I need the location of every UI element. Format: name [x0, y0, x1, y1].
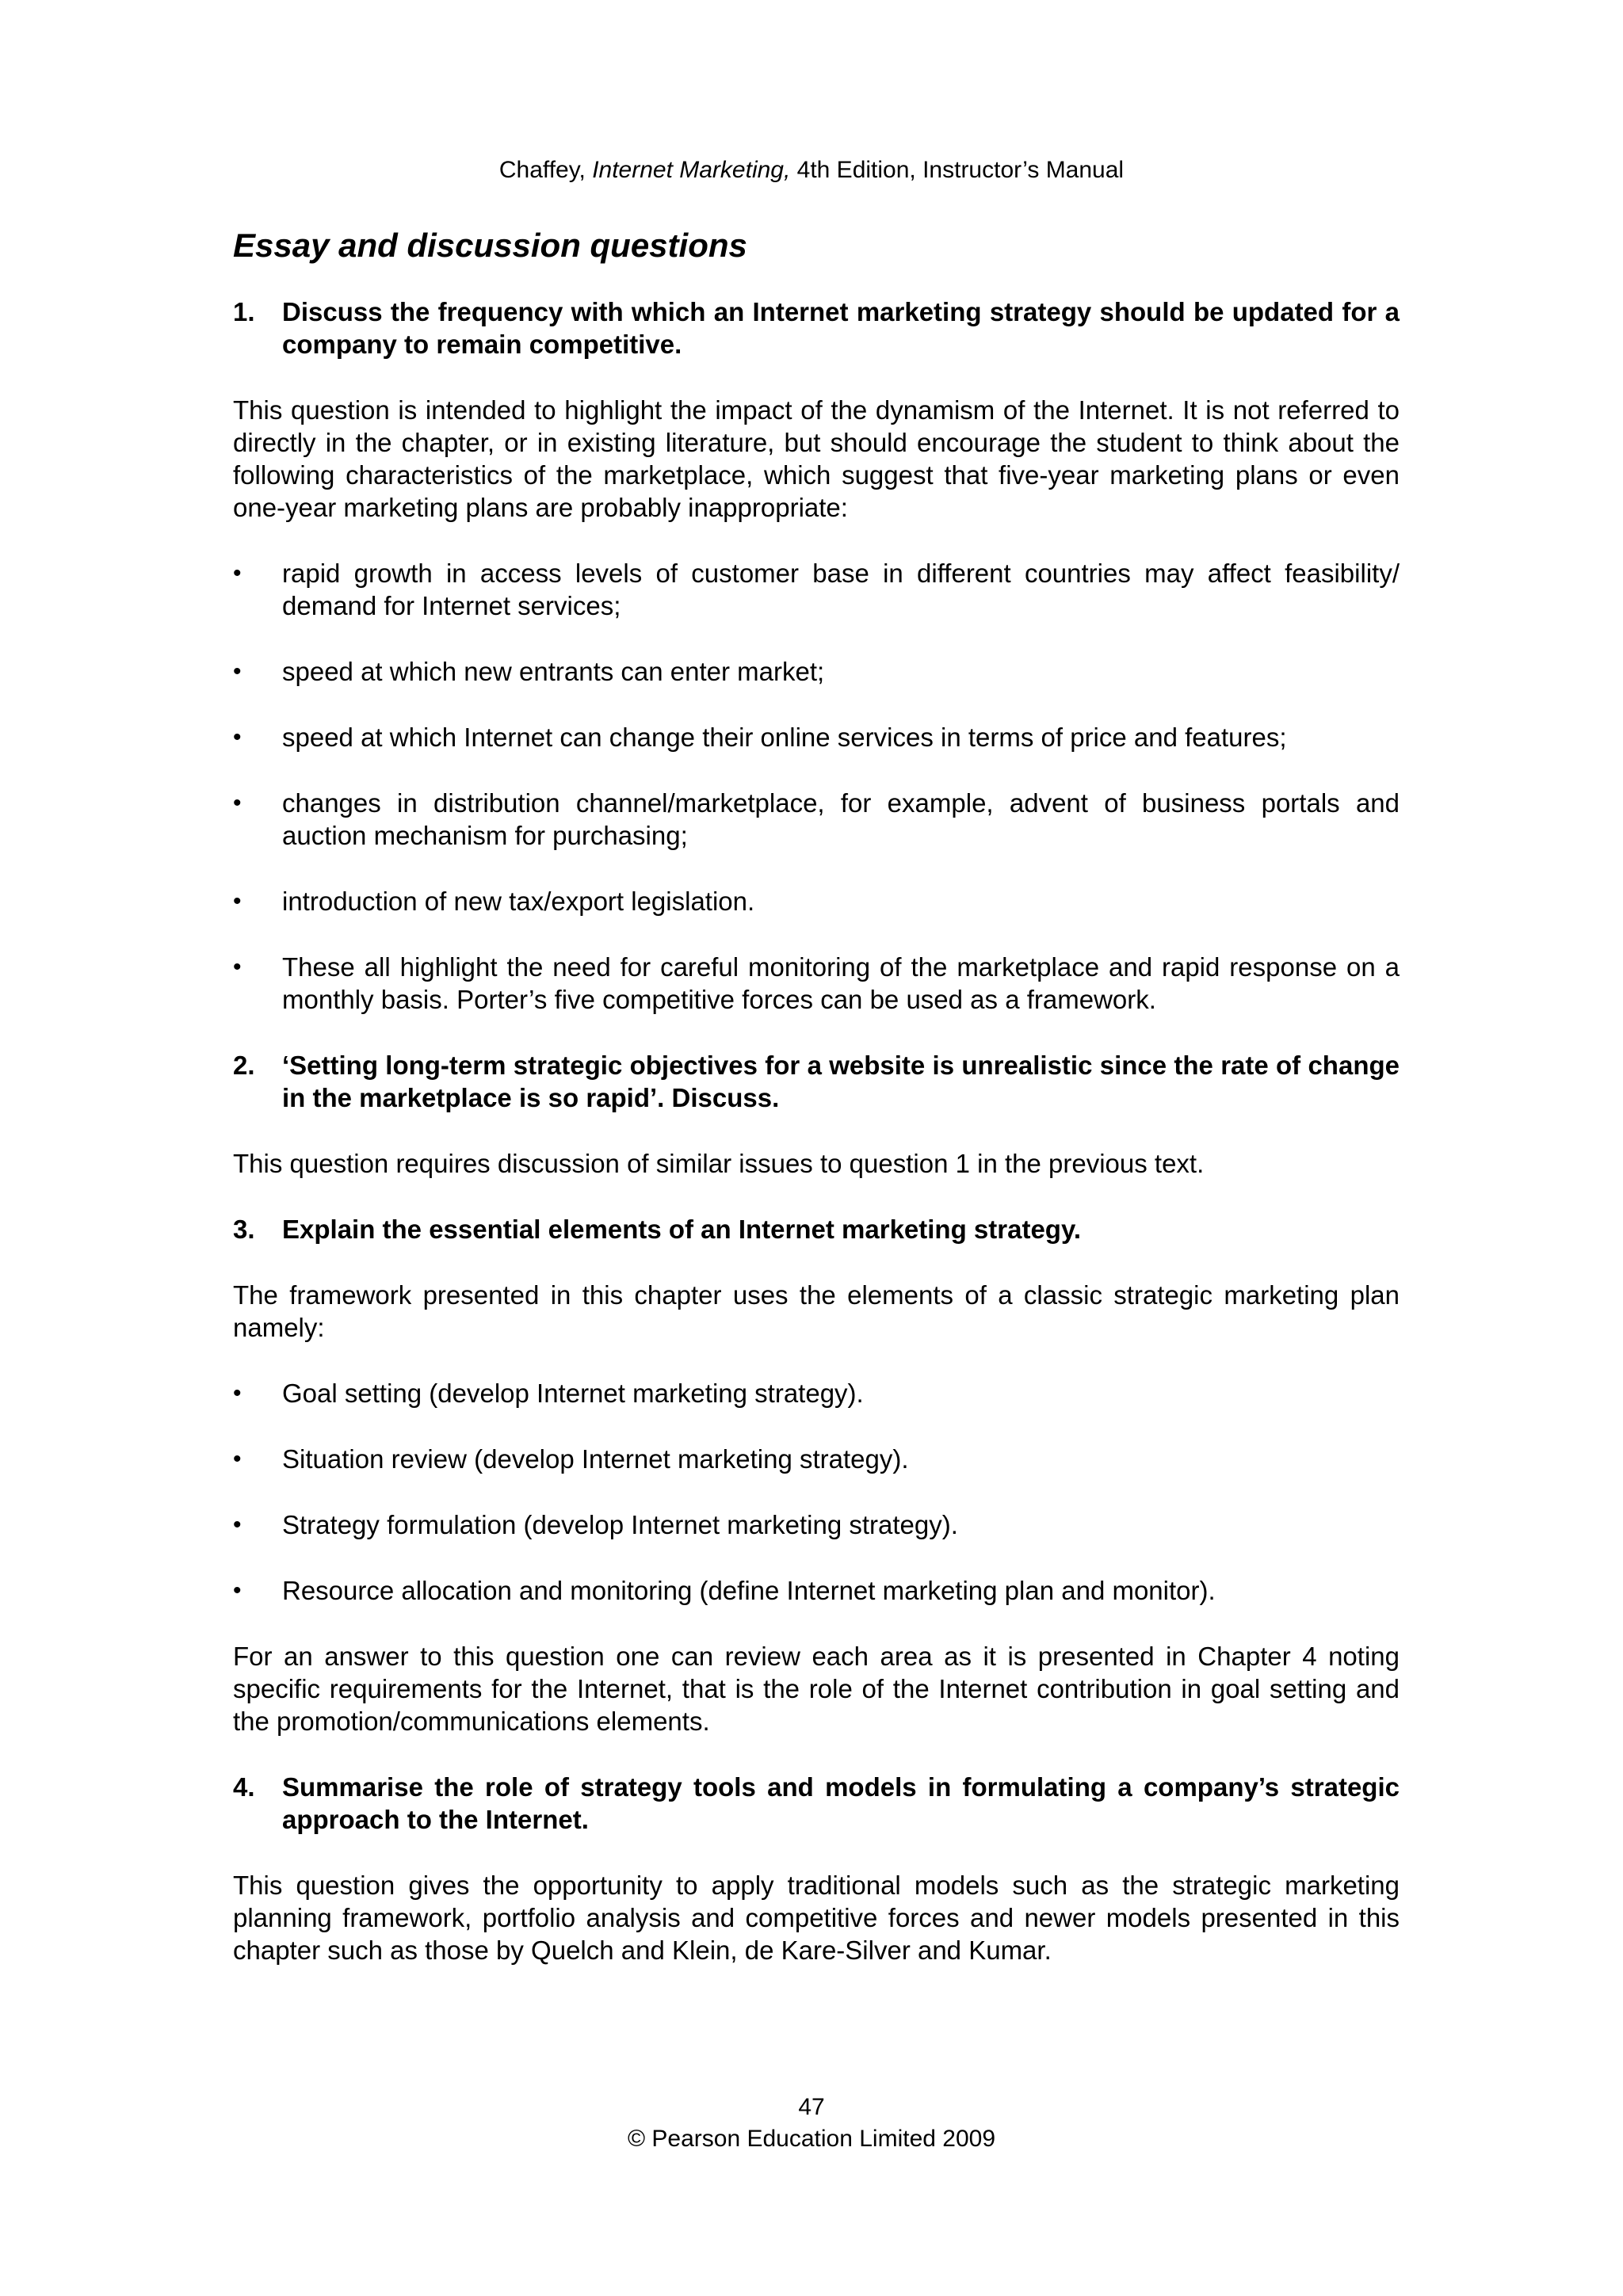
list-item	[233, 655, 1400, 688]
header-book-title: Internet Marketing,	[592, 157, 791, 183]
question-number: 2.	[233, 1051, 255, 1080]
page-body	[233, 223, 1400, 2000]
list-item-text: speed at which new entrants can enter market;	[282, 657, 825, 686]
list-item-text: Situation review (develop Internet marketing strategy).	[282, 1444, 909, 1474]
list-item	[233, 787, 1400, 852]
list-item	[233, 1508, 1400, 1541]
question-4	[233, 1771, 1400, 1836]
question-2	[233, 1049, 1400, 1114]
header-edition: 4th Edition, Instructor’s Manual	[790, 157, 1125, 183]
question-text: Discuss the frequency with which an Internet marketing strategy should be updated for a company to remain competitive.	[282, 297, 1400, 359]
question-number: 3.	[233, 1215, 255, 1244]
question-3	[233, 1213, 1400, 1245]
bullet-icon: •	[233, 954, 242, 980]
bullet-icon: •	[233, 560, 242, 586]
bullet-icon: •	[233, 658, 242, 685]
list-item	[233, 557, 1400, 622]
question-number: 4.	[233, 1772, 255, 1802]
running-header	[0, 154, 1623, 186]
list-item-text: changes in distribution channel/marketplace, for example, advent of business portals and auction mechanism for purchasing;	[282, 788, 1400, 850]
bullet-icon: •	[233, 888, 242, 914]
list-item	[233, 951, 1400, 1016]
page-number: 47	[798, 2094, 825, 2120]
list-item-text: Resource allocation and monitoring (define Internet marketing plan and monitor).	[282, 1576, 1216, 1605]
list-item-text: speed at which Internet can change their online services in terms of price and features;	[282, 723, 1287, 752]
answer-paragraph: The framework presented in this chapter uses the elements of a classic strategic marketing plan namely:	[233, 1280, 1400, 1342]
answer-paragraph: This question requires discussion of similar issues to question 1 in the previous text.	[233, 1149, 1205, 1178]
list-item	[233, 1377, 1400, 1409]
bullet-icon: •	[233, 724, 242, 750]
bullet-icon: •	[233, 1446, 242, 1472]
bullet-icon: •	[233, 1512, 242, 1538]
list-item	[233, 1574, 1400, 1607]
question-text: ‘Setting long-term strategic objectives for a website is unrealistic since the rate of change in the marketplace is so rapid’. Discuss.	[282, 1051, 1400, 1112]
bullet-list	[233, 1377, 1400, 1607]
question-text: Explain the essential elements of an Internet marketing strategy.	[282, 1215, 1082, 1244]
answer-paragraph: This question gives the opportunity to apply traditional models such as the strategic marketing planning framework, portfolio analysis and competitive forces and newer models presented in this chapter such as those by Quelch and Klein, de Kare-Silver and Kumar.	[233, 1871, 1400, 1965]
list-item-text: Goal setting (develop Internet marketing strategy).	[282, 1379, 864, 1408]
list-item-text: rapid growth in access levels of customer base in different countries may affect feasibility/ demand for Internet services;	[282, 559, 1400, 620]
bullet-list	[233, 557, 1400, 1016]
question-text: Summarise the role of strategy tools and models in formulating a company’s strategic approach to the Internet.	[282, 1772, 1400, 1834]
bullet-icon: •	[233, 1380, 242, 1406]
bullet-icon: •	[233, 790, 242, 816]
question-1	[233, 296, 1400, 360]
bullet-icon: •	[233, 1577, 242, 1604]
answer-paragraph: This question is intended to highlight the impact of the dynamism of the Internet. It is not referred to directly in the chapter, or in existing literature, but should encourage the student to think about the following characteristics of the marketplace, which suggest that five-year marketing plans or even one-year marketing plans are probably inappropriate:	[233, 395, 1400, 522]
list-item-text: These all highlight the need for careful monitoring of the marketplace and rapid response on a monthly basis. Porter’s five competitive forces can be used as a framework.	[282, 952, 1400, 1014]
question-number: 1.	[233, 297, 255, 326]
list-item	[233, 1443, 1400, 1475]
list-item	[233, 885, 1400, 917]
section-title: Essay and discussion questions	[233, 227, 747, 264]
copyright-notice: © Pearson Education Limited 2009	[627, 2126, 996, 2152]
list-item	[233, 721, 1400, 753]
answer-paragraph: For an answer to this question one can review each area as it is presented in Chapter 4 noting specific requirements for the Internet, that is the role of the Internet contribution in goal setting and the promotion/communications elements.	[233, 1642, 1400, 1736]
header-author: Chaffey,	[498, 157, 593, 183]
page-footer	[0, 2092, 1623, 2155]
list-item-text: introduction of new tax/export legislation.	[282, 887, 755, 916]
list-item-text: Strategy formulation (develop Internet marketing strategy).	[282, 1510, 958, 1539]
